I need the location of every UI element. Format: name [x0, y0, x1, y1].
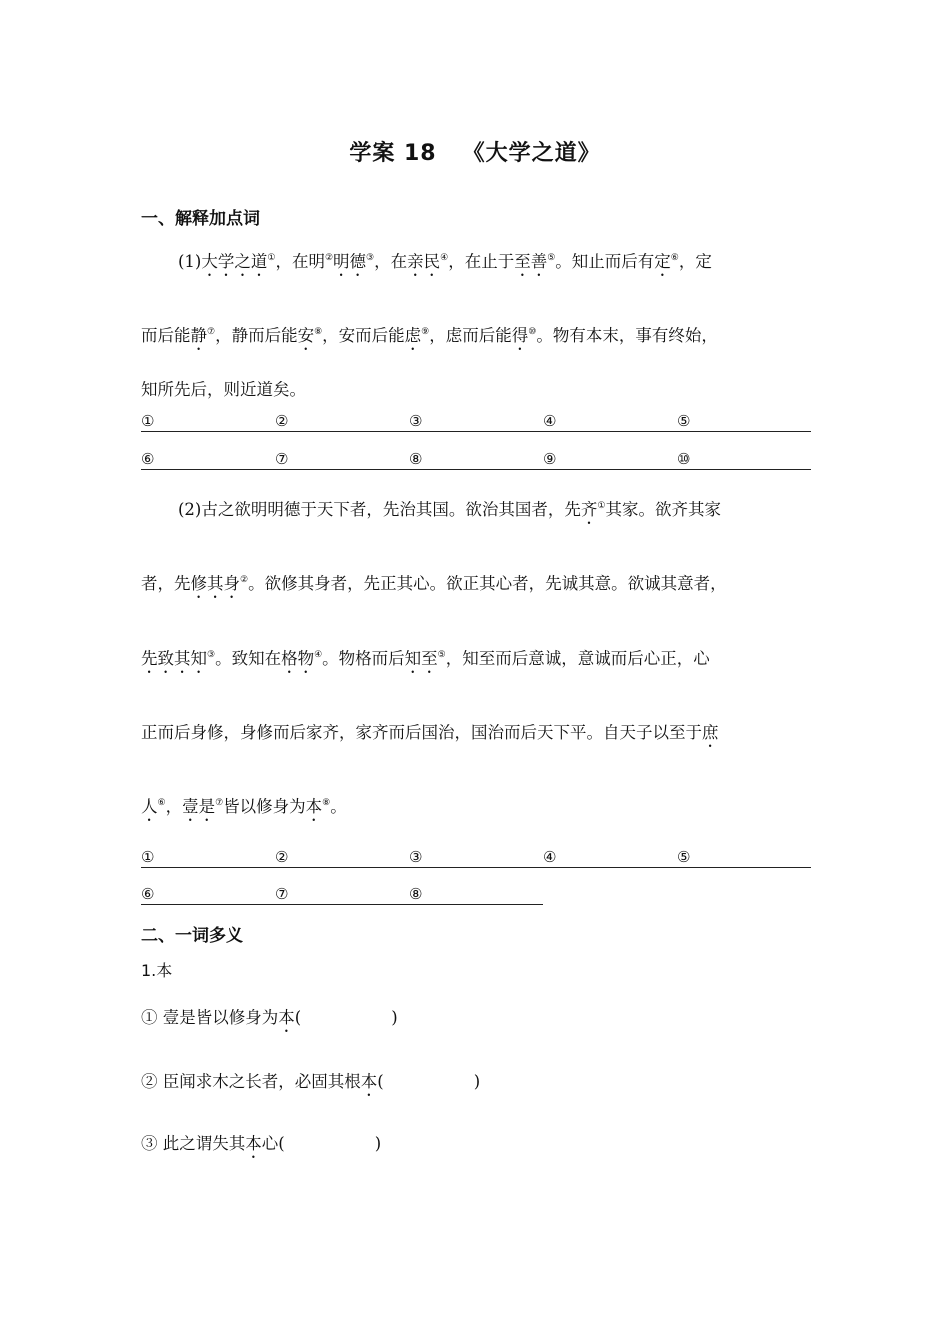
- dotted-word: 虑: [404, 326, 422, 345]
- text-run: 而后能: [141, 326, 191, 345]
- dotted-word: 明德: [333, 252, 367, 271]
- note-marker: ⑩: [528, 327, 537, 337]
- text-run: (: [294, 1008, 302, 1027]
- text-run: ，安而后能: [322, 326, 405, 345]
- text-run: ，定: [678, 252, 712, 271]
- text-run: 。物有本末，事有终始，: [536, 326, 718, 345]
- passage2-line5: [141, 793, 821, 825]
- note-marker: ②: [240, 575, 249, 585]
- answer-blank[interactable]: ①: [141, 848, 275, 868]
- note-marker: ⑧: [314, 327, 323, 337]
- answer-blank[interactable]: ⑦: [275, 450, 409, 470]
- answer-blank[interactable]: ③: [409, 848, 543, 868]
- text-run: 其家。欲齐其家: [605, 500, 721, 519]
- answer-blank[interactable]: ②: [275, 412, 409, 432]
- text-run: ，静而后能: [215, 326, 298, 345]
- text-run: 。物格而后: [322, 649, 405, 668]
- note-marker: ⑦: [215, 798, 224, 808]
- note-marker: ③: [207, 650, 216, 660]
- answer-blank[interactable]: ③: [409, 412, 543, 432]
- note-marker: ①: [267, 253, 276, 263]
- note-marker: ⑧: [322, 798, 331, 808]
- note-marker: ⑤: [547, 253, 556, 263]
- passage2-line2: [141, 570, 821, 602]
- text-run: ): [374, 1134, 382, 1153]
- dotted-word: 人: [141, 797, 158, 816]
- text-run: 明: [308, 252, 325, 271]
- dotted-word: 亲民: [407, 252, 441, 271]
- answer-blank[interactable]: ⑤: [677, 412, 811, 432]
- passage1-line1: [178, 248, 858, 280]
- answer-blank[interactable]: ⑧: [409, 450, 543, 470]
- answer-blank[interactable]: ④: [543, 848, 677, 868]
- text-run: 。欲修其身者，先正其心。欲正其心者，先诚其意。欲诚其意者，: [248, 574, 727, 593]
- dotted-word: 先致其知: [141, 649, 207, 668]
- dotted-word: 本: [245, 1134, 262, 1153]
- text-run: 者，先: [141, 574, 191, 593]
- text-run: ，在: [374, 252, 408, 271]
- answer-blank[interactable]: ②: [275, 848, 409, 868]
- text-run: 。知止而后有: [555, 252, 655, 271]
- text-run: ② 臣闻求木之长者，必固其根: [141, 1072, 361, 1091]
- dotted-word: 本: [360, 1072, 378, 1091]
- note-marker: ①: [597, 501, 606, 511]
- answer-blank[interactable]: ①: [141, 412, 275, 432]
- dotted-word: 大学之道: [201, 252, 268, 271]
- text-run: ，知至而后意诚，意诚而后心正，心: [445, 649, 710, 668]
- title-number: 学案 18: [349, 141, 437, 166]
- answer-blank[interactable]: ⑥: [141, 450, 275, 470]
- text-run: (1): [178, 252, 202, 271]
- text-run: ，在: [275, 252, 309, 271]
- note-marker: ③: [366, 253, 375, 263]
- passage2-line4: [141, 719, 821, 751]
- passage2-line3: [141, 645, 821, 677]
- text-run: ，在止于: [448, 252, 515, 271]
- answer-blank[interactable]: ④: [543, 412, 677, 432]
- text-run: ，虑而后能: [429, 326, 512, 345]
- dotted-word: 静: [190, 326, 207, 345]
- text-run: 。致知在: [215, 649, 282, 668]
- text-run: ): [473, 1072, 481, 1091]
- dotted-word: 庶: [702, 723, 719, 742]
- section2-heading: 二、一词多义: [141, 926, 243, 946]
- note-marker: ⑨: [421, 327, 430, 337]
- dotted-word: 安: [297, 326, 315, 345]
- note-marker: ⑥: [670, 253, 679, 263]
- answer-blank[interactable]: ⑩: [677, 450, 811, 470]
- answer-blank[interactable]: ⑨: [543, 450, 677, 470]
- text-run: (2)古之欲明明德于天下者，先治其国。欲治其国者，先: [178, 500, 581, 519]
- note-marker: ④: [314, 650, 323, 660]
- answer-blank[interactable]: ⑤: [677, 848, 811, 868]
- passage2-line1: [178, 496, 858, 528]
- text-run: 。: [330, 797, 347, 816]
- text-run: ，: [165, 797, 183, 816]
- answer-blank[interactable]: ⑥: [141, 885, 275, 905]
- dotted-word: 定: [654, 252, 671, 271]
- dotted-word: 得: [511, 326, 529, 345]
- note-marker: ⑦: [207, 327, 216, 337]
- dotted-word: 本: [278, 1008, 295, 1027]
- note-marker: ④: [440, 253, 449, 263]
- dotted-word: 本: [305, 797, 323, 816]
- polysemy-question-3: [141, 1130, 381, 1162]
- note-marker: ⑥: [157, 798, 166, 808]
- dotted-word: 格物: [281, 649, 315, 668]
- text-run: 正而后身修，身修而后家齐，家齐而后国治，国治而后天下平。自天子以至于: [141, 723, 702, 742]
- answer-blank[interactable]: ⑦: [275, 885, 409, 905]
- passage1-line2: [141, 322, 821, 354]
- passage1-line3: [141, 376, 821, 400]
- dotted-word: 知至: [404, 649, 438, 668]
- polysemy-question-1: [141, 1004, 398, 1036]
- text-run: ③ 此之谓失其: [141, 1134, 246, 1153]
- section1-heading: 一、解释加点词: [141, 209, 260, 229]
- word-entry-label: 1.本: [141, 961, 173, 980]
- dotted-word: 至善: [514, 252, 548, 271]
- text-run: ): [391, 1008, 398, 1027]
- text-run: 皆以修身为: [223, 797, 306, 816]
- dotted-word: 壹是: [182, 797, 216, 816]
- dotted-word: 齐: [580, 500, 598, 519]
- polysemy-question-2: [141, 1068, 480, 1100]
- text-run: (: [377, 1072, 384, 1091]
- title-name: 《大学之道》: [462, 141, 601, 166]
- text-run: ① 壹是皆以修身为: [141, 1008, 279, 1027]
- page-title: [0, 136, 950, 167]
- text-run: 知所先后，则近道矣。: [141, 380, 306, 399]
- note-marker: ⑤: [437, 650, 446, 660]
- dotted-word: 修其身: [190, 574, 240, 593]
- answer-blank[interactable]: ⑧: [409, 885, 543, 905]
- text-run: 心(: [261, 1134, 285, 1153]
- note-marker: ②: [324, 253, 334, 263]
